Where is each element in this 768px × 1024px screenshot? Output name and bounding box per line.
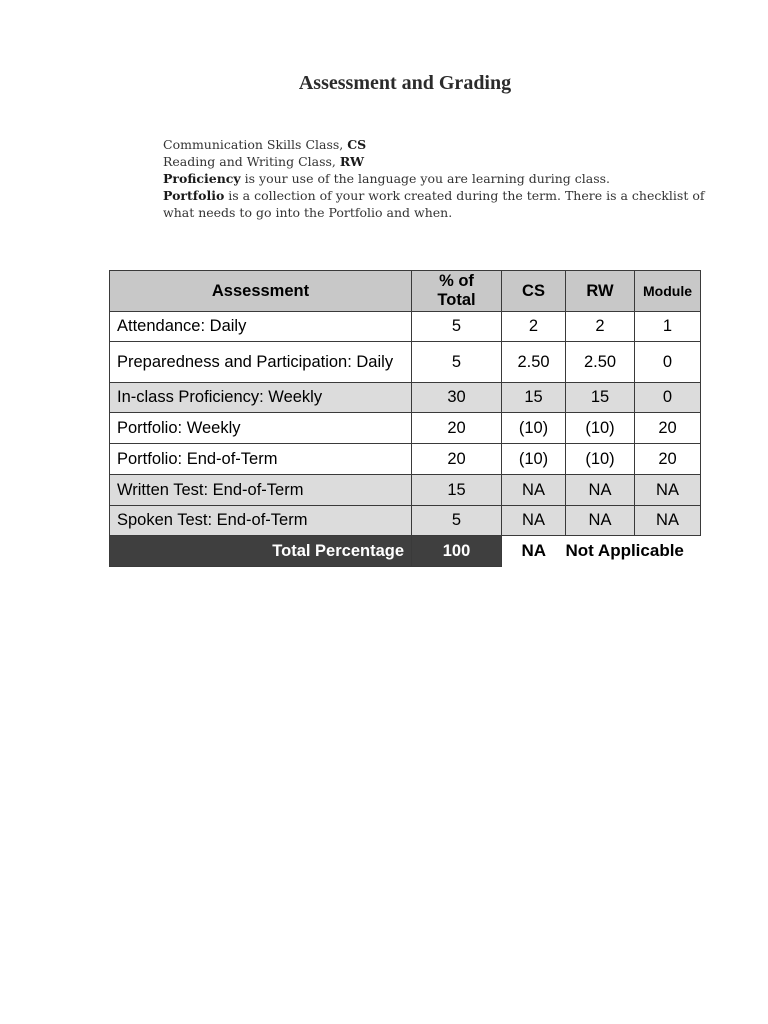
intro-line-rw xyxy=(163,153,703,170)
header-assessment: Assessment xyxy=(110,271,412,312)
table-row xyxy=(110,475,701,506)
table-row xyxy=(110,506,701,536)
intro-line-portfolio-cont xyxy=(163,204,703,221)
proficiency-definition: is your use of the language you are learning during class. xyxy=(240,171,611,186)
na-abbreviation: NA xyxy=(502,536,566,567)
row-module: 20 xyxy=(635,413,701,444)
total-percentage-value: 100 xyxy=(412,536,502,567)
intro-line-portfolio xyxy=(163,187,703,204)
row-percent: 20 xyxy=(412,444,502,475)
row-rw: 15 xyxy=(566,383,635,413)
rw-definition: Reading and Writing Class, xyxy=(163,154,340,169)
portfolio-definition: is a collection of your work created during the term. There is a checklist of xyxy=(224,188,705,203)
row-percent: 5 xyxy=(412,506,502,536)
intro-line-proficiency xyxy=(163,170,703,187)
row-assessment-name: In-class Proficiency: Weekly xyxy=(110,383,412,413)
table-row xyxy=(110,342,701,383)
header-module: Module xyxy=(635,271,701,312)
table-row xyxy=(110,413,701,444)
table-row xyxy=(110,383,701,413)
row-rw: NA xyxy=(566,506,635,536)
row-percent: 5 xyxy=(412,312,502,342)
row-cs: NA xyxy=(502,475,566,506)
row-assessment-name: Written Test: End-of-Term xyxy=(110,475,412,506)
row-percent: 15 xyxy=(412,475,502,506)
header-rw: RW xyxy=(566,271,635,312)
page-title: Assessment and Grading xyxy=(298,72,512,94)
row-cs: (10) xyxy=(502,444,566,475)
table-header-row xyxy=(110,271,701,312)
total-percentage-label: Total Percentage xyxy=(110,536,412,567)
cs-definition: Communication Skills Class, xyxy=(163,137,348,152)
header-percent-of-total: % of Total xyxy=(412,271,502,312)
portfolio-term: Portfolio xyxy=(163,188,225,203)
row-module: NA xyxy=(635,506,701,536)
row-rw: 2.50 xyxy=(566,342,635,383)
row-assessment-name: Portfolio: Weekly xyxy=(110,413,412,444)
row-cs: (10) xyxy=(502,413,566,444)
row-assessment-name: Spoken Test: End-of-Term xyxy=(110,506,412,536)
row-percent: 30 xyxy=(412,383,502,413)
na-meaning: Not Applicable xyxy=(566,536,701,567)
row-cs: NA xyxy=(502,506,566,536)
row-module: 0 xyxy=(635,342,701,383)
row-module: 20 xyxy=(635,444,701,475)
row-rw: 2 xyxy=(566,312,635,342)
row-module: 0 xyxy=(635,383,701,413)
total-row xyxy=(110,536,701,567)
row-rw: NA xyxy=(566,475,635,506)
row-module: 1 xyxy=(635,312,701,342)
rw-abbrev: RW xyxy=(339,154,365,169)
proficiency-term: Proficiency xyxy=(163,171,241,186)
row-assessment-name: Attendance: Daily xyxy=(110,312,412,342)
portfolio-definition-cont: what needs to go into the Portfolio and when. xyxy=(163,205,453,220)
row-percent: 20 xyxy=(412,413,502,444)
intro-line-cs xyxy=(163,136,703,153)
row-cs: 2 xyxy=(502,312,566,342)
header-cs: CS xyxy=(502,271,566,312)
row-cs: 15 xyxy=(502,383,566,413)
row-cs: 2.50 xyxy=(502,342,566,383)
row-percent: 5 xyxy=(412,342,502,383)
table-row xyxy=(110,312,701,342)
cs-abbrev: CS xyxy=(347,137,367,152)
row-rw: (10) xyxy=(566,444,635,475)
row-assessment-name: Preparedness and Participation: Daily xyxy=(110,342,412,383)
row-module: NA xyxy=(635,475,701,506)
intro-text xyxy=(163,136,703,221)
row-assessment-name: Portfolio: End-of-Term xyxy=(110,444,412,475)
assessment-table xyxy=(109,270,701,567)
row-rw: (10) xyxy=(566,413,635,444)
table-row xyxy=(110,444,701,475)
